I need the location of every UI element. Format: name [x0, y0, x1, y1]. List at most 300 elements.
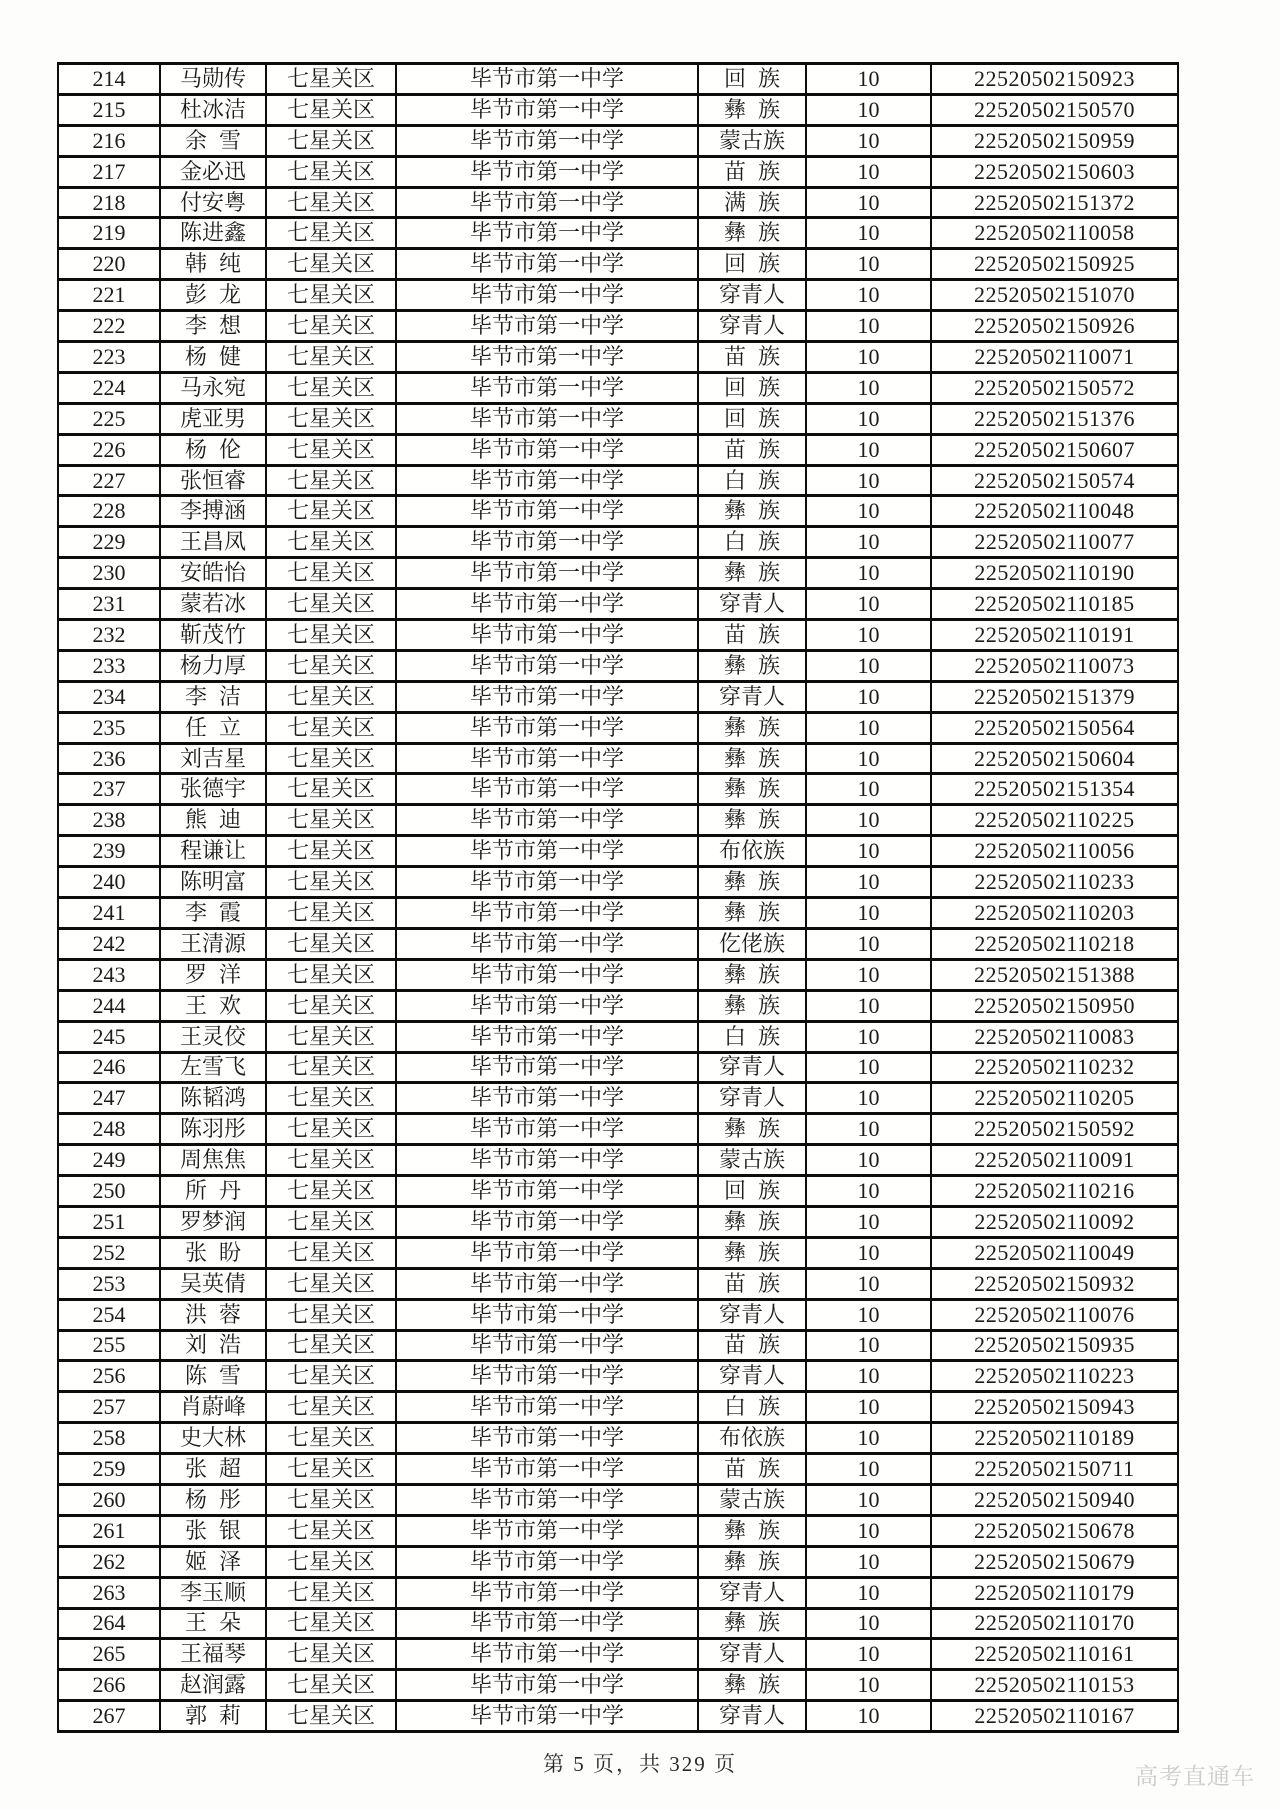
cell-candidate-id: 22520502110071 — [931, 342, 1178, 373]
cell-ethnicity: 蒙古族 — [698, 1484, 806, 1515]
cell-bonus-points: 10 — [806, 342, 931, 373]
cell-school: 毕节市第一中学 — [396, 836, 698, 867]
cell-candidate-id: 22520502150679 — [931, 1546, 1178, 1577]
cell-ethnicity: 彝族 — [698, 867, 806, 898]
cell-student-name: 陈雪 — [160, 1361, 266, 1392]
cell-student-name: 王清源 — [160, 928, 266, 959]
cell-candidate-id: 22520502151372 — [931, 187, 1178, 218]
cell-serial-number: 257 — [58, 1392, 160, 1423]
table-row — [58, 403, 1178, 434]
cell-candidate-id: 22520502110153 — [931, 1670, 1178, 1701]
cell-school: 毕节市第一中学 — [396, 1268, 698, 1299]
cell-school: 毕节市第一中学 — [396, 1608, 698, 1639]
cell-school: 毕节市第一中学 — [396, 496, 698, 527]
cell-ethnicity: 满族 — [698, 187, 806, 218]
cell-district: 七星关区 — [266, 280, 396, 311]
cell-school: 毕节市第一中学 — [396, 681, 698, 712]
cell-student-name: 李霞 — [160, 898, 266, 929]
table-row — [58, 1299, 1178, 1330]
cell-bonus-points: 10 — [806, 1206, 931, 1237]
cell-serial-number: 229 — [58, 527, 160, 558]
cell-bonus-points: 10 — [806, 187, 931, 218]
table-row — [58, 558, 1178, 589]
cell-candidate-id: 22520502150570 — [931, 94, 1178, 125]
cell-candidate-id: 22520502150592 — [931, 1114, 1178, 1145]
cell-student-name: 彭龙 — [160, 280, 266, 311]
cell-student-name: 马永宛 — [160, 372, 266, 403]
table-row — [58, 125, 1178, 156]
cell-school: 毕节市第一中学 — [396, 1083, 698, 1114]
cell-student-name: 韩纯 — [160, 249, 266, 280]
cell-candidate-id: 22520502150959 — [931, 125, 1178, 156]
cell-district: 七星关区 — [266, 681, 396, 712]
cell-district: 七星关区 — [266, 1423, 396, 1454]
table-row — [58, 1176, 1178, 1207]
cell-district: 七星关区 — [266, 1577, 396, 1608]
cell-candidate-id: 22520502150950 — [931, 990, 1178, 1021]
cell-candidate-id: 22520502150574 — [931, 465, 1178, 496]
cell-serial-number: 251 — [58, 1206, 160, 1237]
cell-ethnicity: 彝族 — [698, 218, 806, 249]
cell-ethnicity: 彝族 — [698, 558, 806, 589]
cell-bonus-points: 10 — [806, 681, 931, 712]
cell-candidate-id: 22520502110058 — [931, 218, 1178, 249]
cell-bonus-points: 10 — [806, 1546, 931, 1577]
cell-district: 七星关区 — [266, 527, 396, 558]
cell-school: 毕节市第一中学 — [396, 1206, 698, 1237]
cell-district: 七星关区 — [266, 1206, 396, 1237]
cell-serial-number: 239 — [58, 836, 160, 867]
cell-district: 七星关区 — [266, 928, 396, 959]
cell-district: 七星关区 — [266, 496, 396, 527]
cell-ethnicity: 苗族 — [698, 434, 806, 465]
table-row — [58, 1268, 1178, 1299]
cell-student-name: 杨力厚 — [160, 650, 266, 681]
cell-serial-number: 232 — [58, 620, 160, 651]
cell-bonus-points: 10 — [806, 527, 931, 558]
cell-district: 七星关区 — [266, 342, 396, 373]
cell-student-name: 洪蓉 — [160, 1299, 266, 1330]
table-row — [58, 249, 1178, 280]
cell-serial-number: 226 — [58, 434, 160, 465]
cell-school: 毕节市第一中学 — [396, 1114, 698, 1145]
cell-candidate-id: 22520502110170 — [931, 1608, 1178, 1639]
cell-student-name: 罗梦润 — [160, 1206, 266, 1237]
cell-candidate-id: 22520502110223 — [931, 1361, 1178, 1392]
cell-candidate-id: 22520502110083 — [931, 1021, 1178, 1052]
table-row — [58, 1145, 1178, 1176]
cell-bonus-points: 10 — [806, 1361, 931, 1392]
cell-school: 毕节市第一中学 — [396, 1361, 698, 1392]
cell-school: 毕节市第一中学 — [396, 1546, 698, 1577]
cell-candidate-id: 22520502110225 — [931, 805, 1178, 836]
cell-candidate-id: 22520502151388 — [931, 959, 1178, 990]
cell-serial-number: 238 — [58, 805, 160, 836]
cell-candidate-id: 22520502110056 — [931, 836, 1178, 867]
cell-serial-number: 265 — [58, 1639, 160, 1670]
cell-candidate-id: 22520502150925 — [931, 249, 1178, 280]
cell-school: 毕节市第一中学 — [396, 743, 698, 774]
table-row — [58, 1639, 1178, 1670]
cell-school: 毕节市第一中学 — [396, 1176, 698, 1207]
cell-serial-number: 214 — [58, 64, 160, 95]
cell-ethnicity: 穿青人 — [698, 311, 806, 342]
cell-student-name: 张银 — [160, 1515, 266, 1546]
table-row — [58, 1206, 1178, 1237]
cell-school: 毕节市第一中学 — [396, 1577, 698, 1608]
cell-district: 七星关区 — [266, 1268, 396, 1299]
cell-ethnicity: 回族 — [698, 249, 806, 280]
cell-student-name: 所丹 — [160, 1176, 266, 1207]
cell-student-name: 杨健 — [160, 342, 266, 373]
cell-bonus-points: 10 — [806, 1608, 931, 1639]
cell-district: 七星关区 — [266, 1083, 396, 1114]
cell-student-name: 杜冰洁 — [160, 94, 266, 125]
cell-district: 七星关区 — [266, 743, 396, 774]
cell-school: 毕节市第一中学 — [396, 867, 698, 898]
table-row — [58, 218, 1178, 249]
cell-serial-number: 231 — [58, 589, 160, 620]
cell-school: 毕节市第一中学 — [396, 1484, 698, 1515]
cell-candidate-id: 22520502151379 — [931, 681, 1178, 712]
cell-ethnicity: 蒙古族 — [698, 125, 806, 156]
cell-district: 七星关区 — [266, 1515, 396, 1546]
cell-student-name: 肖蔚峰 — [160, 1392, 266, 1423]
cell-ethnicity: 彝族 — [698, 1546, 806, 1577]
cell-bonus-points: 10 — [806, 805, 931, 836]
cell-ethnicity: 仡佬族 — [698, 928, 806, 959]
cell-ethnicity: 穿青人 — [698, 589, 806, 620]
table-row — [58, 187, 1178, 218]
cell-bonus-points: 10 — [806, 1330, 931, 1361]
cell-candidate-id: 22520502150564 — [931, 712, 1178, 743]
cell-school: 毕节市第一中学 — [396, 1392, 698, 1423]
table-row — [58, 743, 1178, 774]
cell-ethnicity: 彝族 — [698, 1114, 806, 1145]
cell-student-name: 姬泽 — [160, 1546, 266, 1577]
cell-student-name: 吴英倩 — [160, 1268, 266, 1299]
cell-candidate-id: 22520502150932 — [931, 1268, 1178, 1299]
cell-serial-number: 264 — [58, 1608, 160, 1639]
cell-bonus-points: 10 — [806, 1176, 931, 1207]
table-row — [58, 959, 1178, 990]
cell-student-name: 王灵佼 — [160, 1021, 266, 1052]
cell-district: 七星关区 — [266, 218, 396, 249]
cell-bonus-points: 10 — [806, 1670, 931, 1701]
cell-school: 毕节市第一中学 — [396, 774, 698, 805]
cell-serial-number: 230 — [58, 558, 160, 589]
cell-student-name: 赵润露 — [160, 1670, 266, 1701]
cell-ethnicity: 穿青人 — [698, 681, 806, 712]
cell-bonus-points: 10 — [806, 1701, 931, 1732]
cell-candidate-id: 22520502110218 — [931, 928, 1178, 959]
cell-bonus-points: 10 — [806, 1299, 931, 1330]
cell-ethnicity: 彝族 — [698, 898, 806, 929]
table-row — [58, 1330, 1178, 1361]
cell-school: 毕节市第一中学 — [396, 1237, 698, 1268]
cell-candidate-id: 22520502110179 — [931, 1577, 1178, 1608]
cell-candidate-id: 22520502110189 — [931, 1423, 1178, 1454]
cell-district: 七星关区 — [266, 311, 396, 342]
cell-student-name: 任立 — [160, 712, 266, 743]
cell-serial-number: 233 — [58, 650, 160, 681]
cell-student-name: 张德宇 — [160, 774, 266, 805]
cell-serial-number: 225 — [58, 403, 160, 434]
cell-serial-number: 256 — [58, 1361, 160, 1392]
cell-bonus-points: 10 — [806, 403, 931, 434]
cell-student-name: 付安粤 — [160, 187, 266, 218]
cell-candidate-id: 22520502150940 — [931, 1484, 1178, 1515]
cell-serial-number: 237 — [58, 774, 160, 805]
table-row — [58, 1083, 1178, 1114]
cell-school: 毕节市第一中学 — [396, 94, 698, 125]
cell-school: 毕节市第一中学 — [396, 959, 698, 990]
cell-bonus-points: 10 — [806, 249, 931, 280]
cell-student-name: 李玉顺 — [160, 1577, 266, 1608]
cell-candidate-id: 22520502150935 — [931, 1330, 1178, 1361]
cell-school: 毕节市第一中学 — [396, 1701, 698, 1732]
cell-ethnicity: 彝族 — [698, 496, 806, 527]
cell-serial-number: 260 — [58, 1484, 160, 1515]
cell-ethnicity: 回族 — [698, 372, 806, 403]
cell-district: 七星关区 — [266, 1392, 396, 1423]
cell-serial-number: 254 — [58, 1299, 160, 1330]
table-row — [58, 681, 1178, 712]
cell-student-name: 熊迪 — [160, 805, 266, 836]
cell-ethnicity: 穿青人 — [698, 1083, 806, 1114]
table-row — [58, 1546, 1178, 1577]
cell-school: 毕节市第一中学 — [396, 1639, 698, 1670]
cell-school: 毕节市第一中学 — [396, 620, 698, 651]
cell-district: 七星关区 — [266, 1176, 396, 1207]
cell-serial-number: 262 — [58, 1546, 160, 1577]
cell-school: 毕节市第一中学 — [396, 311, 698, 342]
cell-candidate-id: 22520502110191 — [931, 620, 1178, 651]
cell-serial-number: 263 — [58, 1577, 160, 1608]
cell-candidate-id: 22520502110203 — [931, 898, 1178, 929]
cell-ethnicity: 白族 — [698, 527, 806, 558]
cell-student-name: 张盼 — [160, 1237, 266, 1268]
cell-ethnicity: 彝族 — [698, 805, 806, 836]
cell-ethnicity: 苗族 — [698, 1454, 806, 1485]
table-row — [58, 867, 1178, 898]
cell-bonus-points: 10 — [806, 712, 931, 743]
cell-ethnicity: 彝族 — [698, 1515, 806, 1546]
table-row — [58, 589, 1178, 620]
cell-ethnicity: 穿青人 — [698, 1639, 806, 1670]
cell-school: 毕节市第一中学 — [396, 280, 698, 311]
cell-district: 七星关区 — [266, 465, 396, 496]
cell-district: 七星关区 — [266, 990, 396, 1021]
cell-candidate-id: 22520502110167 — [931, 1701, 1178, 1732]
cell-student-name: 陈进鑫 — [160, 218, 266, 249]
watermark-text: 高考直通车 — [1135, 1763, 1255, 1789]
cell-ethnicity: 彝族 — [698, 1206, 806, 1237]
cell-serial-number: 218 — [58, 187, 160, 218]
cell-district: 七星关区 — [266, 64, 396, 95]
cell-district: 七星关区 — [266, 959, 396, 990]
cell-district: 七星关区 — [266, 1145, 396, 1176]
table-row — [58, 342, 1178, 373]
cell-serial-number: 253 — [58, 1268, 160, 1299]
cell-serial-number: 236 — [58, 743, 160, 774]
cell-district: 七星关区 — [266, 1114, 396, 1145]
table-row — [58, 1114, 1178, 1145]
cell-school: 毕节市第一中学 — [396, 465, 698, 496]
cell-bonus-points: 10 — [806, 218, 931, 249]
cell-candidate-id: 22520502110049 — [931, 1237, 1178, 1268]
cell-school: 毕节市第一中学 — [396, 1670, 698, 1701]
table-row — [58, 434, 1178, 465]
cell-bonus-points: 10 — [806, 928, 931, 959]
cell-serial-number: 261 — [58, 1515, 160, 1546]
cell-candidate-id: 22520502150603 — [931, 156, 1178, 187]
table-row — [58, 1515, 1178, 1546]
cell-ethnicity: 彝族 — [698, 990, 806, 1021]
table-row — [58, 1577, 1178, 1608]
cell-district: 七星关区 — [266, 1484, 396, 1515]
cell-school: 毕节市第一中学 — [396, 64, 698, 95]
cell-school: 毕节市第一中学 — [396, 650, 698, 681]
cell-bonus-points: 10 — [806, 1052, 931, 1083]
cell-ethnicity: 彝族 — [698, 1670, 806, 1701]
table-row — [58, 94, 1178, 125]
cell-serial-number: 240 — [58, 867, 160, 898]
cell-candidate-id: 22520502110205 — [931, 1083, 1178, 1114]
cell-student-name: 王朵 — [160, 1608, 266, 1639]
cell-bonus-points: 10 — [806, 1268, 931, 1299]
cell-student-name: 李想 — [160, 311, 266, 342]
cell-bonus-points: 10 — [806, 836, 931, 867]
cell-ethnicity: 回族 — [698, 1176, 806, 1207]
cell-serial-number: 224 — [58, 372, 160, 403]
cell-bonus-points: 10 — [806, 1639, 931, 1670]
cell-student-name: 杨彤 — [160, 1484, 266, 1515]
table-row — [58, 1021, 1178, 1052]
cell-student-name: 陈韬鸿 — [160, 1083, 266, 1114]
cell-candidate-id: 22520502150926 — [931, 311, 1178, 342]
cell-student-name: 陈羽彤 — [160, 1114, 266, 1145]
table-row — [58, 1361, 1178, 1392]
table-row — [58, 836, 1178, 867]
cell-serial-number: 245 — [58, 1021, 160, 1052]
cell-ethnicity: 穿青人 — [698, 1701, 806, 1732]
cell-candidate-id: 22520502150604 — [931, 743, 1178, 774]
cell-district: 七星关区 — [266, 372, 396, 403]
cell-bonus-points: 10 — [806, 496, 931, 527]
cell-student-name: 王福琴 — [160, 1639, 266, 1670]
cell-bonus-points: 10 — [806, 1392, 931, 1423]
cell-bonus-points: 10 — [806, 1484, 931, 1515]
cell-serial-number: 248 — [58, 1114, 160, 1145]
table-row — [58, 1052, 1178, 1083]
cell-student-name: 王昌凤 — [160, 527, 266, 558]
cell-serial-number: 243 — [58, 959, 160, 990]
cell-district: 七星关区 — [266, 1021, 396, 1052]
cell-serial-number: 217 — [58, 156, 160, 187]
cell-bonus-points: 10 — [806, 1237, 931, 1268]
cell-district: 七星关区 — [266, 1546, 396, 1577]
cell-ethnicity: 彝族 — [698, 743, 806, 774]
cell-student-name: 张恒睿 — [160, 465, 266, 496]
cell-district: 七星关区 — [266, 589, 396, 620]
cell-bonus-points: 10 — [806, 465, 931, 496]
cell-school: 毕节市第一中学 — [396, 342, 698, 373]
table-row — [58, 1423, 1178, 1454]
cell-school: 毕节市第一中学 — [396, 898, 698, 929]
roster-table-body — [58, 64, 1178, 1732]
cell-student-name: 王欢 — [160, 990, 266, 1021]
cell-student-name: 刘浩 — [160, 1330, 266, 1361]
cell-ethnicity: 彝族 — [698, 774, 806, 805]
cell-serial-number: 247 — [58, 1083, 160, 1114]
cell-bonus-points: 10 — [806, 774, 931, 805]
cell-student-name: 张超 — [160, 1454, 266, 1485]
cell-district: 七星关区 — [266, 125, 396, 156]
table-row — [58, 1484, 1178, 1515]
cell-school: 毕节市第一中学 — [396, 403, 698, 434]
cell-school: 毕节市第一中学 — [396, 218, 698, 249]
table-row — [58, 898, 1178, 929]
cell-serial-number: 220 — [58, 249, 160, 280]
cell-serial-number: 227 — [58, 465, 160, 496]
cell-candidate-id: 22520502151070 — [931, 280, 1178, 311]
cell-serial-number: 249 — [58, 1145, 160, 1176]
cell-serial-number: 255 — [58, 1330, 160, 1361]
cell-district: 七星关区 — [266, 187, 396, 218]
cell-school: 毕节市第一中学 — [396, 1052, 698, 1083]
cell-ethnicity: 回族 — [698, 64, 806, 95]
cell-ethnicity: 苗族 — [698, 1330, 806, 1361]
cell-district: 七星关区 — [266, 805, 396, 836]
cell-student-name: 郭莉 — [160, 1701, 266, 1732]
table-row — [58, 156, 1178, 187]
cell-serial-number: 216 — [58, 125, 160, 156]
cell-district: 七星关区 — [266, 434, 396, 465]
cell-school: 毕节市第一中学 — [396, 928, 698, 959]
cell-bonus-points: 10 — [806, 64, 931, 95]
cell-candidate-id: 22520502150943 — [931, 1392, 1178, 1423]
cell-district: 七星关区 — [266, 1237, 396, 1268]
cell-candidate-id: 22520502110092 — [931, 1206, 1178, 1237]
table-row — [58, 527, 1178, 558]
cell-ethnicity: 回族 — [698, 403, 806, 434]
cell-student-name: 靳茂竹 — [160, 620, 266, 651]
cell-serial-number: 241 — [58, 898, 160, 929]
cell-serial-number: 221 — [58, 280, 160, 311]
cell-bonus-points: 10 — [806, 94, 931, 125]
cell-ethnicity: 穿青人 — [698, 1052, 806, 1083]
table-row — [58, 1237, 1178, 1268]
cell-candidate-id: 22520502110232 — [931, 1052, 1178, 1083]
cell-school: 毕节市第一中学 — [396, 125, 698, 156]
cell-student-name: 蒙若冰 — [160, 589, 266, 620]
cell-bonus-points: 10 — [806, 311, 931, 342]
cell-candidate-id: 22520502110073 — [931, 650, 1178, 681]
cell-serial-number: 266 — [58, 1670, 160, 1701]
cell-serial-number: 244 — [58, 990, 160, 1021]
cell-bonus-points: 10 — [806, 1145, 931, 1176]
table-row — [58, 1392, 1178, 1423]
cell-ethnicity: 白族 — [698, 1021, 806, 1052]
cell-student-name: 余雪 — [160, 125, 266, 156]
cell-student-name: 程谦让 — [160, 836, 266, 867]
cell-bonus-points: 10 — [806, 372, 931, 403]
cell-candidate-id: 22520502151376 — [931, 403, 1178, 434]
roster-table — [57, 62, 1179, 1733]
cell-student-name: 陈明富 — [160, 867, 266, 898]
cell-bonus-points: 10 — [806, 1577, 931, 1608]
